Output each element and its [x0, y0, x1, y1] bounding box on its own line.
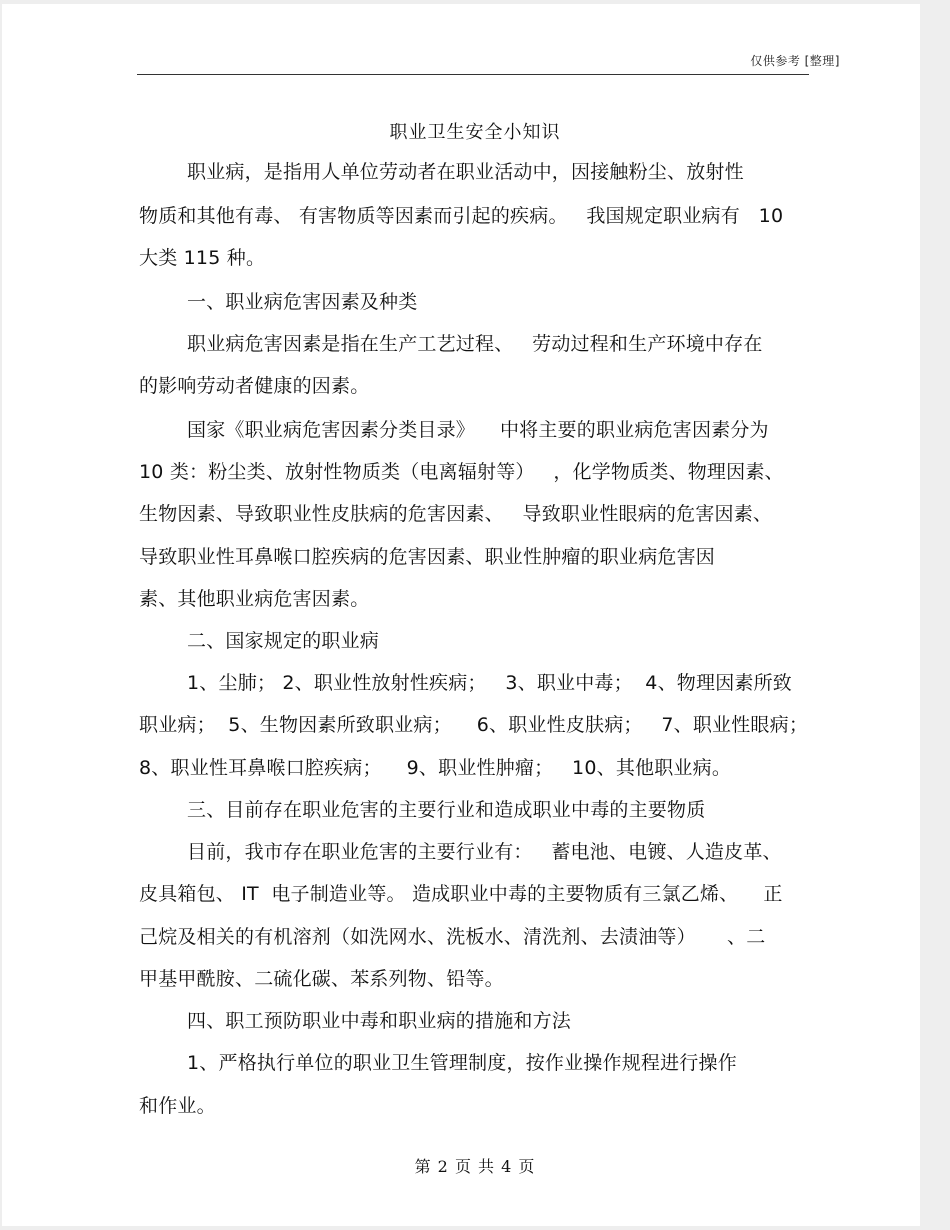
paragraph-line: 的影响劳动者健康的因素。 [139, 375, 370, 397]
paragraph-line: 甲基甲酰胺、二硫化碳、苯系列物、铅等。 [139, 968, 504, 990]
header-divider [137, 74, 809, 75]
paragraph-line: 大类 115 种。 [139, 247, 266, 269]
paragraph-line: 生物因素、导致职业性皮肤病的危害因素、 导致职业性眼病的危害因素、 [139, 503, 773, 525]
page-number-footer: 第 2 页 共 4 页 [414, 1157, 536, 1176]
section-heading: 三、目前存在职业危害的主要行业和造成职业中毒的主要物质 [187, 799, 706, 821]
paragraph-line: 皮具箱包、 IT 电子制造业等。 造成职业中毒的主要物质有三氯乙烯、 正 [139, 883, 783, 905]
paragraph-line: 导致职业性耳鼻喉口腔疾病的危害因素、职业性肿瘤的职业病危害因 [139, 546, 716, 568]
paragraph-line: 职业病，是指用人单位劳动者在职业活动中，因接触粉尘、放射性 [187, 161, 744, 183]
paragraph-line: 1、尘肺； 2、职业性放射性疾病； 3、职业中毒； 4、物理因素所致 [187, 672, 792, 694]
document-page [2, 4, 920, 1226]
paragraph-line: 素、其他职业病危害因素。 [139, 588, 370, 610]
paragraph-line: 国家《职业病危害因素分类目录》 中将主要的职业病危害因素分为 [187, 419, 769, 441]
paragraph-line: 职业病危害因素是指在生产工艺过程、 劳动过程和生产环境中存在 [187, 333, 763, 355]
paragraph-line: 和作业。 [139, 1095, 216, 1117]
section-heading: 一、职业病危害因素及种类 [187, 291, 418, 313]
section-heading: 二、国家规定的职业病 [187, 630, 380, 652]
paragraph-line: 1、严格执行单位的职业卫生管理制度，按作业操作规程进行操作 [187, 1052, 737, 1074]
paragraph-line: 职业病； 5、生物因素所致职业病； 6、职业性皮肤病； 7、职业性眼病； [139, 714, 809, 736]
paragraph-line: 10 类：粉尘类、放射性物质类（电离辐射等） ，化学物质类、物理因素、 [139, 461, 784, 483]
paragraph-line: 目前，我市存在职业危害的主要行业有： 蓄电池、电镀、人造皮革、 [187, 841, 782, 863]
paragraph-line: 己烷及相关的有机溶剂（如洗网水、洗板水、清洗剂、去渍油等） 、二 [139, 926, 766, 948]
paragraph-line: 8、职业性耳鼻喉口腔疾病； 9、职业性肿瘤； 10、其他职业病。 [139, 757, 732, 779]
section-heading: 四、职工预防职业中毒和职业病的措施和方法 [187, 1010, 572, 1032]
header-label: 仅供参考 [整理] [750, 54, 840, 68]
page-title: 职业卫生安全小知识 [389, 122, 561, 143]
paragraph-line: 物质和其他有毒、 有害物质等因素而引起的疾病。 我国规定职业病有 10 [139, 205, 784, 227]
